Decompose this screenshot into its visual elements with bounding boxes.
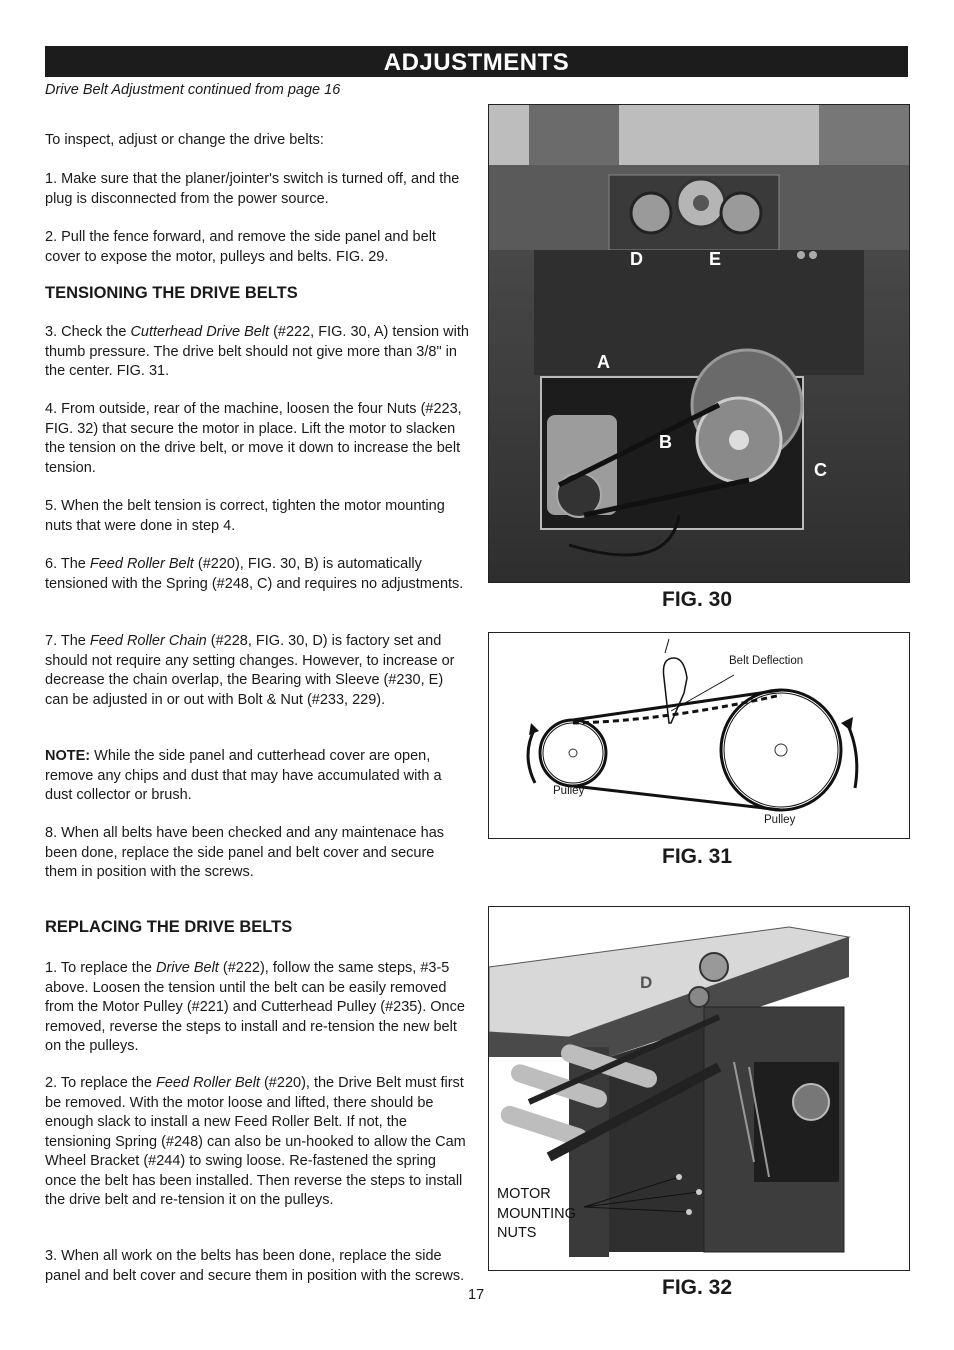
label-a: A — [597, 352, 610, 372]
replace-step-1: 1. To replace the Drive Belt (#222), follow the same steps, #3-5 above. Loosen the tension until the belt can be easily removed from the Motor Pulley (#221) and Cutterhead Pulley (#235). Once removed, reverse the steps to install and re-tension the new belt on the pulleys. — [45, 960, 465, 1054]
pulley-right-label: Pulley — [764, 814, 796, 826]
tensioning-heading: TENSIONING THE DRIVE BELTS — [45, 284, 298, 302]
tension-step-4: 4. From outside, rear of the machine, loosen the four Nuts (#223, FIG. 32) that secure the motor in place. Lift the motor to slacken the tension on the drive belt, or move it down to increase the belt tension. — [45, 401, 462, 476]
fig-32-d-label: D — [640, 973, 653, 992]
replace-step-3: 3. When all work on the belts has been done, replace the side panel and belt cover and secure them in position with the screws. — [45, 1248, 465, 1284]
label-c: C — [814, 460, 827, 480]
tension-step-7: 7. The Feed Roller Chain (#228, FIG. 30, D) is factory set and should not require any setting changes. However, to increase or decrease the chain overlap, the Bearing with Sleeve (#230, E) can be adjusted in or out with Bolt & Nut (#233, 229). — [45, 633, 455, 708]
fig-32-caption: FIG. 32 — [662, 1276, 733, 1299]
motor-mounting-nuts-label: MOTOR MOUNTING NUTS — [497, 1186, 576, 1241]
label-e: E — [709, 249, 722, 269]
label-b: B — [659, 432, 672, 452]
page-number: 17 — [468, 1287, 485, 1303]
replacing-heading: REPLACING THE DRIVE BELTS — [45, 918, 293, 936]
fig-31-diagram — [488, 632, 910, 839]
fig-31-caption: FIG. 31 — [662, 845, 733, 868]
tension-step-8: 8. When all belts have been checked and any maintenace has been done, replace the side panel and belt cover and secure them in position with the screws. — [45, 825, 445, 880]
fig-30-caption: FIG. 30 — [662, 588, 733, 611]
fig-32-photo — [488, 906, 910, 1271]
fig-30-photo — [488, 104, 910, 583]
tension-step-6: 6. The Feed Roller Belt (#220), FIG. 30, B) is automatically tensioned with the Spring (#248, C) and requires no adjustments. — [45, 556, 464, 592]
replace-step-2: 2. To replace the Feed Roller Belt (#220), the Drive Belt must first be removed. With the motor loose and lifted, there should be enough slack to install a new Feed Roller Belt. If not, the tensioning Spring (#248) can also be un-hooked to allow the Cam Wheel Bracket (#244) to swing loose. Re-fastened the spring once the belt has been installed. Then reverse the steps to install the drive belt and re-tension it on the pulleys. — [45, 1075, 466, 1208]
pulley-left-label: Pulley — [553, 785, 585, 797]
tension-step-3: 3. Check the Cutterhead Drive Belt (#222, FIG. 30, A) tension with thumb pressure. The drive belt should not give more than 3/8" in the center. FIG. 31. — [45, 324, 469, 379]
label-d: D — [630, 249, 643, 269]
intro-text: To inspect, adjust or change the drive belts: — [45, 132, 324, 148]
tension-note: NOTE: While the side panel and cutterhead cover are open, remove any chips and dust that may have accumulated with a dust collector or brush. — [45, 748, 442, 803]
page-header: ADJUSTMENTS — [45, 46, 908, 77]
continued-note: Drive Belt Adjustment continued from page 16 — [45, 82, 341, 98]
step-2-text: 2. Pull the fence forward, and remove the side panel and belt cover to expose the motor, pulleys and belts. FIG. 29. — [45, 229, 436, 265]
tension-step-5: 5. When the belt tension is correct, tighten the motor mounting nuts that were done in step 4. — [45, 498, 445, 534]
step-1-text: 1. Make sure that the planer/jointer's switch is turned off, and the plug is disconnected from the power source. — [45, 171, 460, 207]
belt-deflection-diagram — [489, 633, 909, 838]
belt-deflection-label: Belt Deflection — [729, 655, 804, 667]
machine-interior-illustration — [489, 105, 909, 582]
